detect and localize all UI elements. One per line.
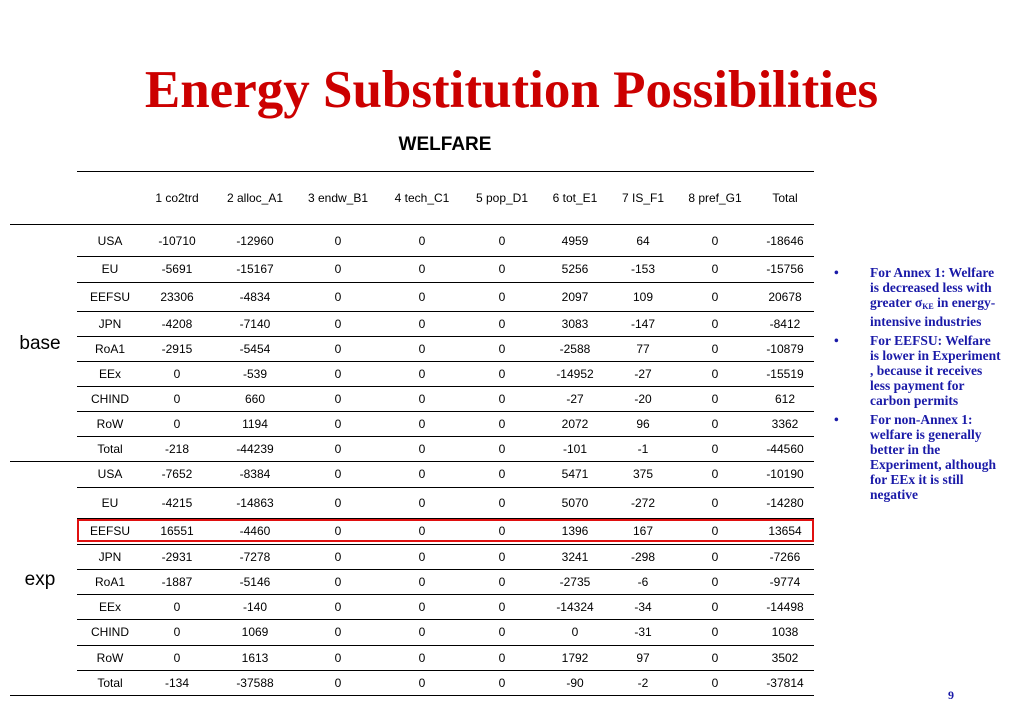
table-cell: -14324	[556, 600, 594, 614]
table-cell: 0	[334, 676, 342, 690]
row-region-label: Total	[97, 442, 123, 456]
table-cell: -44560	[766, 442, 804, 456]
table-rule	[77, 361, 814, 362]
table-cell: 0	[498, 442, 506, 456]
table-rule	[77, 619, 814, 620]
table-cell: 0	[498, 496, 506, 510]
table-cell: -7278	[239, 550, 271, 564]
table-cell: 0	[418, 317, 426, 331]
table-cell: 5070	[561, 496, 589, 510]
table-cell: 0	[173, 367, 181, 381]
table-cell: 0	[498, 651, 506, 665]
table-cell: 0	[711, 575, 719, 589]
table-cell: -272	[630, 496, 656, 510]
page-number: 9	[948, 688, 954, 702]
table-cell: 109	[632, 290, 654, 304]
column-header: 8 pref_G1	[688, 191, 742, 205]
table-cell: 0	[173, 417, 181, 431]
table-cell: 13654	[768, 524, 802, 538]
table-rule	[77, 336, 814, 337]
table-cell: -7652	[161, 467, 193, 481]
table-cell: 0	[334, 234, 342, 248]
table-cell: 0	[334, 575, 342, 589]
table-cell: 0	[498, 234, 506, 248]
table-cell: 0	[334, 290, 342, 304]
table-cell: 0	[418, 676, 426, 690]
column-header: 7 IS_F1	[621, 191, 665, 205]
table-cell: 0	[418, 550, 426, 564]
table-cell: 0	[418, 417, 426, 431]
table-cell: 167	[632, 524, 654, 538]
row-region-label: RoW	[96, 651, 124, 665]
table-cell: 64	[636, 234, 650, 248]
column-header: 5 pop_D1	[475, 191, 529, 205]
table-rule	[77, 544, 814, 545]
table-rule	[10, 461, 814, 462]
note-non-annex1	[834, 412, 1002, 502]
table-cell: 0	[173, 392, 181, 406]
table-cell: 0	[498, 392, 506, 406]
table-cell: -153	[630, 262, 656, 276]
table-cell: -14498	[766, 600, 804, 614]
table-cell: -101	[562, 442, 588, 456]
table-cell: 5256	[561, 262, 589, 276]
note-eefsu	[834, 333, 1002, 408]
table-cell: 0	[334, 262, 342, 276]
table-cell: 0	[711, 290, 719, 304]
table-cell: 0	[498, 317, 506, 331]
table-cell: 97	[636, 651, 650, 665]
table-cell: 0	[418, 467, 426, 481]
table-rule	[77, 411, 814, 412]
note-annex1-text: For Annex 1: Welfare is decreased less with greater σ	[870, 265, 995, 310]
row-region-label: JPN	[98, 317, 122, 331]
column-header: 6 tot_E1	[552, 191, 598, 205]
table-cell: 0	[711, 342, 719, 356]
table-cell: 1194	[242, 417, 268, 431]
table-cell: 0	[498, 575, 506, 589]
row-region-label: EU	[101, 262, 119, 276]
table-rule	[77, 171, 814, 172]
table-cell: 0	[418, 600, 426, 614]
table-cell: 0	[498, 290, 506, 304]
table-cell: 4959	[561, 234, 589, 248]
table-cell: -20	[634, 392, 652, 406]
table-cell: -8384	[239, 467, 271, 481]
slide-title: Energy Substitution Possibilities	[144, 61, 879, 119]
table-cell: -5146	[239, 575, 271, 589]
table-subtitle: WELFARE	[398, 134, 492, 155]
table-cell: 0	[173, 600, 181, 614]
bullet-icon: •	[834, 265, 839, 280]
table-cell: 3502	[771, 651, 799, 665]
table-cell: -4834	[239, 290, 271, 304]
table-cell: 0	[334, 392, 342, 406]
table-cell: 0	[418, 524, 426, 538]
table-cell: 0	[711, 392, 719, 406]
table-cell: 0	[498, 550, 506, 564]
table-cell: -27	[566, 392, 584, 406]
table-cell: -140	[242, 600, 268, 614]
table-cell: 0	[334, 367, 342, 381]
table-cell: 0	[711, 442, 719, 456]
table-cell: 0	[334, 442, 342, 456]
table-cell: 0	[711, 262, 719, 276]
table-cell: 2072	[561, 417, 589, 431]
table-cell: 0	[334, 651, 342, 665]
table-cell: -37814	[766, 676, 804, 690]
table-cell: -1	[637, 442, 649, 456]
table-cell: 0	[334, 417, 342, 431]
table-cell: 5471	[561, 467, 589, 481]
row-region-label: EEx	[98, 367, 121, 381]
table-cell: 0	[711, 676, 719, 690]
row-region-label: RoA1	[94, 575, 126, 589]
table-rule	[10, 224, 77, 225]
row-region-label: CHIND	[91, 625, 129, 639]
table-cell: -10710	[158, 234, 196, 248]
table-cell: 96	[636, 417, 650, 431]
row-region-label: RoW	[96, 417, 124, 431]
table-rule	[77, 670, 814, 671]
table-cell: -147	[630, 317, 656, 331]
table-cell: -14280	[766, 496, 804, 510]
table-cell: -2	[637, 676, 649, 690]
note-annex1	[834, 265, 1002, 329]
sigma-subscript: KE	[922, 302, 934, 311]
group-label-exp: exp	[24, 569, 56, 590]
table-rule	[77, 224, 814, 225]
table-cell: 0	[418, 234, 426, 248]
table-rule	[77, 569, 814, 570]
table-cell: 0	[418, 262, 426, 276]
table-rule	[77, 487, 814, 488]
table-cell: 2097	[561, 290, 589, 304]
table-cell: -4460	[239, 524, 271, 538]
table-cell: 0	[418, 442, 426, 456]
table-cell: 0	[418, 496, 426, 510]
table-cell: 0	[418, 651, 426, 665]
row-region-label: EU	[101, 496, 119, 510]
table-cell: -90	[566, 676, 584, 690]
table-cell: 0	[498, 467, 506, 481]
row-region-label: JPN	[98, 550, 122, 564]
table-rule	[77, 594, 814, 595]
table-cell: -2588	[559, 342, 591, 356]
table-cell: 3083	[561, 317, 589, 331]
table-cell: -15519	[766, 367, 804, 381]
table-cell: 0	[571, 625, 579, 639]
table-cell: -18646	[766, 234, 804, 248]
table-cell: 660	[244, 392, 266, 406]
table-rule	[77, 311, 814, 312]
table-rule	[10, 695, 814, 696]
table-cell: 1038	[771, 625, 799, 639]
table-cell: -10190	[766, 467, 804, 481]
table-cell: 0	[173, 651, 181, 665]
table-cell: -9774	[769, 575, 801, 589]
table-cell: -8412	[769, 317, 801, 331]
table-cell: 0	[711, 651, 719, 665]
table-cell: 375	[632, 467, 654, 481]
table-cell: 0	[418, 392, 426, 406]
table-cell: -218	[164, 442, 190, 456]
row-region-label: EEFSU	[89, 524, 130, 538]
table-cell: -27	[634, 367, 652, 381]
table-cell: 1613	[241, 651, 269, 665]
table-cell: 0	[418, 290, 426, 304]
table-cell: -15167	[236, 262, 274, 276]
row-region-label: CHIND	[91, 392, 129, 406]
row-region-label: USA	[97, 234, 123, 248]
note-annex1-text-end: in energy-intensive industries	[870, 295, 996, 329]
table-cell: 0	[711, 317, 719, 331]
table-cell: 0	[334, 550, 342, 564]
table-cell: -4208	[161, 317, 193, 331]
note-eefsu-text: For EEFSU: Welfare is lower in Experiment , because it receives less payment for carbon permits	[870, 333, 1001, 408]
row-region-label: USA	[97, 467, 123, 481]
table-rule	[77, 645, 814, 646]
table-cell: -2931	[161, 550, 193, 564]
table-cell: -134	[164, 676, 190, 690]
table-cell: 0	[498, 676, 506, 690]
table-cell: 3362	[771, 417, 799, 431]
table-cell: 0	[173, 625, 181, 639]
table-cell: -539	[242, 367, 268, 381]
table-cell: 0	[498, 524, 506, 538]
table-cell: 0	[334, 467, 342, 481]
table-cell: 0	[498, 625, 506, 639]
table-cell: -6	[637, 575, 649, 589]
table-cell: -31	[634, 625, 652, 639]
table-cell: 0	[711, 417, 719, 431]
column-header: Total	[772, 191, 798, 205]
table-cell: -7140	[239, 317, 271, 331]
row-region-label: RoA1	[94, 342, 126, 356]
table-cell: -4215	[161, 496, 193, 510]
column-header: 3 endw_B1	[307, 191, 369, 205]
table-cell: 0	[498, 342, 506, 356]
table-cell: -7266	[769, 550, 801, 564]
table-cell: 0	[498, 600, 506, 614]
table-cell: -10879	[766, 342, 804, 356]
table-cell: -37588	[236, 676, 274, 690]
table-cell: 0	[418, 367, 426, 381]
table-rule	[77, 436, 814, 437]
table-rule	[77, 256, 814, 257]
row-region-label: EEFSU	[89, 290, 130, 304]
table-cell: 0	[418, 342, 426, 356]
table-cell: 23306	[160, 290, 194, 304]
table-cell: -34	[634, 600, 652, 614]
table-cell: 0	[711, 496, 719, 510]
table-cell: 0	[334, 496, 342, 510]
table-cell: 16551	[160, 524, 194, 538]
table-cell: 0	[334, 317, 342, 331]
table-cell: -2735	[559, 575, 591, 589]
bullet-icon: •	[834, 333, 839, 348]
table-cell: 0	[418, 625, 426, 639]
table-rule	[77, 386, 814, 387]
table-cell: 1396	[561, 524, 589, 538]
notes-list	[834, 265, 1002, 506]
table-cell: 0	[711, 600, 719, 614]
table-cell: 0	[711, 625, 719, 639]
row-region-label: EEx	[98, 600, 121, 614]
table-cell: -44239	[236, 442, 274, 456]
table-cell: -15756	[766, 262, 804, 276]
table-cell: 3241	[561, 550, 589, 564]
bullet-icon: •	[834, 412, 839, 427]
table-cell: -1887	[161, 575, 193, 589]
table-cell: 0	[711, 524, 719, 538]
table-cell: -5454	[239, 342, 271, 356]
table-cell: 0	[334, 524, 342, 538]
table-cell: 0	[711, 367, 719, 381]
table-cell: -2915	[161, 342, 193, 356]
table-cell: 0	[334, 600, 342, 614]
table-cell: -12960	[236, 234, 274, 248]
eefsu-exp-highlight-box	[77, 519, 814, 542]
table-cell: 0	[711, 467, 719, 481]
note-non-annex1-text: For non-Annex 1: welfare is generally better in the Experiment, although for EEx it is still negative	[870, 412, 997, 502]
table-cell: 0	[711, 234, 719, 248]
row-region-label: Total	[97, 676, 123, 690]
table-cell: 0	[334, 625, 342, 639]
group-label-base: base	[19, 333, 61, 354]
table-cell: -14863	[236, 496, 274, 510]
table-cell: -5691	[161, 262, 193, 276]
table-cell: 0	[498, 367, 506, 381]
table-cell: -298	[630, 550, 656, 564]
table-cell: 1792	[561, 651, 589, 665]
table-cell: 0	[498, 417, 506, 431]
table-cell: 0	[418, 575, 426, 589]
table-rule	[77, 282, 814, 283]
column-header: 1 co2trd	[155, 191, 199, 205]
table-cell: -14952	[556, 367, 594, 381]
column-header: 2 alloc_A1	[226, 191, 284, 205]
table-cell: 77	[636, 342, 650, 356]
table-cell: 20678	[768, 290, 802, 304]
table-cell: 0	[334, 342, 342, 356]
table-cell: 612	[774, 392, 796, 406]
table-cell: 0	[711, 550, 719, 564]
column-header: 4 tech_C1	[394, 191, 450, 205]
table-cell: 1069	[241, 625, 269, 639]
table-cell: 0	[498, 262, 506, 276]
